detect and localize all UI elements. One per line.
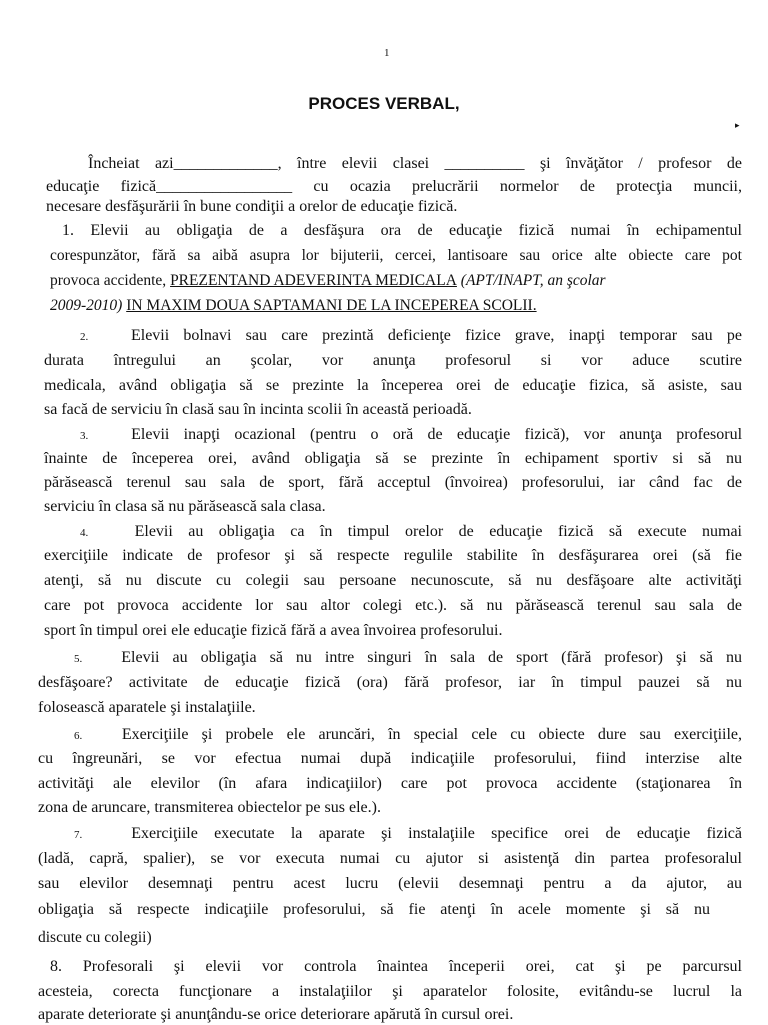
item-4-line-1 [80, 522, 742, 543]
item-1-line-3 [50, 271, 606, 291]
item-5-line-1 [74, 648, 742, 669]
item-6-line-3: activităţi ale elevilor (în afara indicaţiilor) care pot provoca accidente (staţionarea în [38, 775, 742, 792]
item-7-line-5: discute cu colegii) [38, 929, 152, 946]
item-2-number: 2. [80, 331, 89, 343]
intro-line-1: Încheiat azi_____________, între elevii clasei __________ şi învăţător / profesor de [88, 155, 742, 172]
item-5-line-3: folosească aparatele şi instalaţiile. [38, 699, 256, 716]
page-number: 1 [384, 47, 390, 59]
item-2-line-1 [80, 326, 742, 347]
item-6-number: 6. [74, 730, 83, 742]
item-8-line-1: 8. Profesorali şi elevii vor controla înaintea începerii orei, cat şi pe parcursul [50, 958, 742, 975]
deadline-text: IN MAXIM DOUA SAPTAMANI DE LA INCEPEREA SCOLII. [126, 297, 537, 314]
item-7-line-1-text: Exerciţiile executate la aparate şi instalaţiile specifice orei de educaţie fizică [131, 825, 743, 842]
item-3-line-4: serviciu în clasa să nu părăsească sala clasa. [44, 498, 326, 515]
item-7-line-4: obligaţia să respecte indicaţiile profesorului, să fie atenţi în acele momente şi să nu [38, 901, 710, 918]
item-1-line-3-text: provoca accidente, [50, 272, 171, 289]
item-5-number: 5. [74, 653, 83, 665]
item-4-number: 4. [80, 527, 89, 539]
item-1-line-4 [50, 296, 537, 316]
item-4-line-1-text: Elevii au obligaţia ca în timpul orelor de educaţie fizică să execute numai [134, 523, 742, 540]
item-4-line-2: exerciţiile indicate de profesor şi să respecte regulile stabilite în desfăşurarea orei (să fie [44, 547, 742, 564]
item-6-line-1 [74, 725, 742, 746]
item-7-line-2: (ladă, capră, spalier), se vor executa numai cu ajutor si asistenţă din partea profesoralul [38, 850, 742, 867]
corner-mark: ▸ [735, 120, 740, 130]
item-4-line-4: care pot provoca accidente lor sau altor colegi etc.). să nu părăsească terenul sau sala de [44, 597, 742, 614]
item-3-line-3: părăsească terenul sau sala de sport, fără acceptul (învoirea) profesorului, iar când fac de [44, 474, 742, 491]
item-4-line-5: sport în timpul orei ele educaţie fizică fără a avea învoirea profesorului. [44, 622, 503, 639]
item-8-line-2: acesteia, corecta funcţionare a instalaţiilor şi aparatelor folosite, evitându-se lucrul la [38, 983, 742, 1000]
item-2-line-1-text: Elevii bolnavi sau care prezintă deficienţe fizice grave, inapţi temporar sau pe [130, 327, 743, 344]
item-5-line-2: desfăşoare? activitate de educaţie fizică (ora) fără profesor, iar în timpul pauzei să nu [38, 674, 742, 691]
item-6-line-4: zona de aruncare, transmiterea obiectelor pe sus ele.). [38, 799, 381, 816]
item-1-line-2: corespunzător, fără sa aibă asupra lor bijuterii, cercei, lantisoare sau orice alte obiecte care pot [50, 247, 742, 264]
item-4-line-3: atenţi, să nu discute cu colegii sau persoane necunoscute, să nu desfăşoare alte activităţi [44, 572, 742, 589]
item-3-line-1-text: Elevii inapţi ocazional (pentru o oră de educaţie fizică), vor anunţa profesorul [131, 426, 743, 443]
document-title: PROCES VERBAL, [308, 94, 460, 113]
item-6-line-1-text: Exerciţiile şi probele ele aruncări, în special cele cu obiecte dure sau exerciţiile, [121, 726, 743, 743]
item-7-line-3: sau elevilor desemnaţi pentru acest lucru (elevii desemnaţi pentru a da ajutor, au [38, 875, 742, 892]
school-year-text: (APT/INAPT, an şcolar [456, 272, 606, 289]
item-2-line-4: sa facă de serviciu în clasă sau în incinta scolii în această perioadă. [44, 401, 472, 418]
item-3-number: 3. [80, 430, 89, 442]
item-2-line-2: durata întregului an şcolar, vor anunţa profesorul si vor aduce scutire [44, 352, 742, 369]
intro-line-2: educaţie fizică_________________ cu ocazia prelucrării normelor de protecţia muncii, [46, 178, 742, 195]
item-7-number: 7. [74, 829, 83, 841]
item-3-line-1 [80, 425, 742, 446]
item-5-line-1-text: Elevii au obligaţia să nu intre singuri în sala de sport (fără profesor) şi să nu [121, 649, 743, 666]
item-7-line-1 [74, 824, 742, 845]
school-year-continued: 2009-2010) [50, 297, 123, 314]
item-8-line-3: aparate deteriorate şi anunţându-se orice deteriorare apărută în cursul orei. [38, 1006, 514, 1023]
intro-line-3: necesare desfăşurării în bune condiţii a orelor de educaţie fizică. [46, 198, 458, 215]
medical-certificate-text: PREZENTAND ADEVERINTA MEDICALA [170, 272, 457, 289]
item-1-line-1: 1. Elevii au obligaţia de a desfăşura ora de educaţie fizică numai în echipamentul [62, 222, 742, 239]
item-2-line-3: medicala, având obligaţia să se prezinte la începerea orei de educaţie fizica, să asiste, sau [44, 377, 742, 394]
item-6-line-2: cu îngreunări, se vor efectua numai după indicaţiile profesorului, fiind interzise alte [38, 750, 742, 767]
item-3-line-2: înainte de începerea orei, având obligaţia să se prezinte în echipament sportiv si să nu [44, 450, 742, 467]
